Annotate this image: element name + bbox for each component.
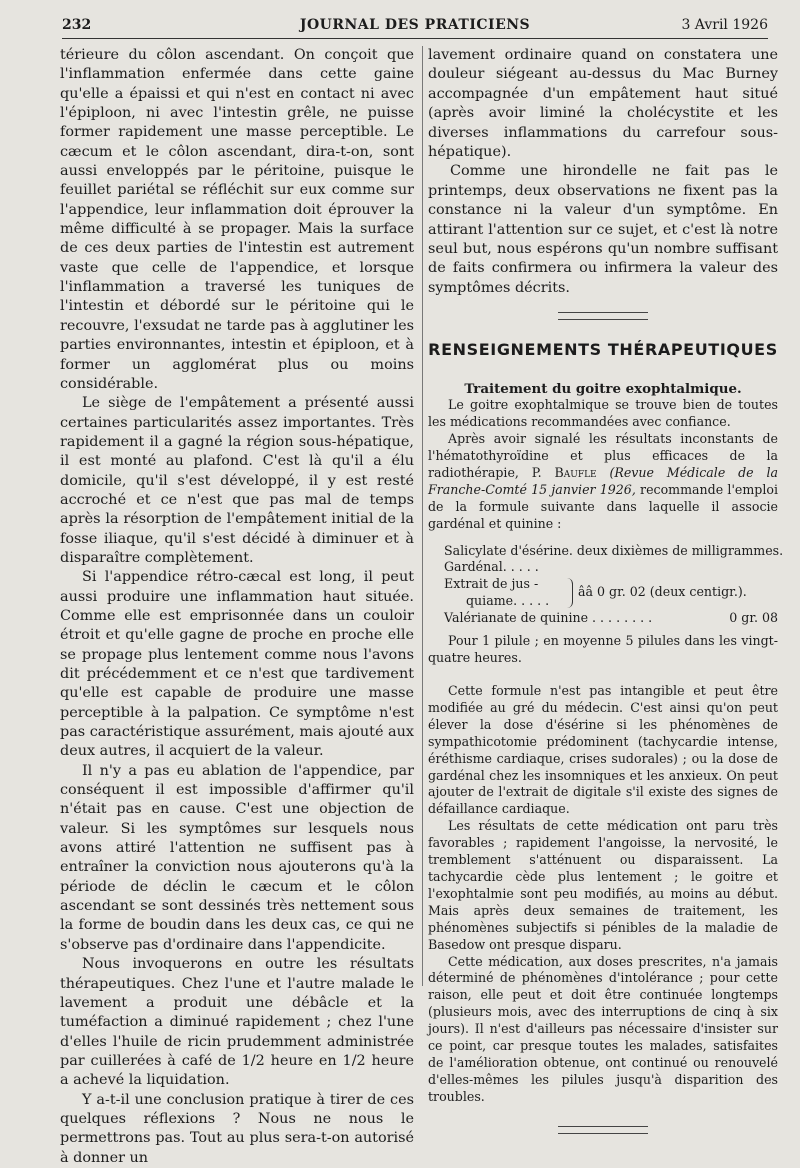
- paragraph: [428, 431, 778, 532]
- shared-dose: ââ 0 gr. 02 (deux centigr.).: [578, 584, 747, 600]
- section-separator: [558, 312, 648, 320]
- source-citation: (Revue Médicale de la Franche-Comté 15 janvier 1926,: [428, 464, 778, 497]
- paragraph: Y a-t-il une conclusion pratique à tirer de ces quelques réflexions ? Nous ne nous le permettrons pas. Tout au plus sera-t-on autorisé à donner un: [60, 1091, 414, 1166]
- column-divider: [422, 46, 423, 986]
- paragraph: Il n'y a pas eu ablation de l'appendice, par conséquent il est impossible d'affirmer qu'il n'était pas en cause. C'est une objection de valeur. Si les symptômes sur lesquels nous avons attiré l'attention ne suffisent pas à entraîner la conviction nous ajouterons qu'à la période de déclin le cæcum et le côlon ascendant se sont dessinés très nettement sous la forme de boudin dans les deux cas, ce qui ne s'observe pas d'ordinaire dans l'appendicite.: [60, 762, 414, 953]
- article-conclusion: [428, 46, 778, 298]
- brace-mark: [566, 578, 573, 608]
- paragraph: Les résultats de cette médication ont paru très favorables ; rapidement l'angoisse, la nervosité, le tremblement s'atténuent ou disparaissent. La tachycardie cède plus lentement ; le goitre et l'exophtalmie sont peu modifiés, au moins au début. Mais après deux semaines de traitement, les phénomènes subjectifs si pénibles de la maladie de Basedow ont presque disparu.: [428, 818, 778, 952]
- right-column: [428, 46, 784, 1134]
- valerianate-dose: 0 gr. 08: [729, 610, 778, 626]
- paragraph: Le siège de l'empâtement a présenté aussi certaines particularités assez importantes. Très rapidement il a gagné la région sous-hépatique, il est monté au plafond. C'est là qu'il a élu domicile, qu'il s'est développé, il y est resté accroché et ce n'est que pas mal de temps après la résorption de l'empâtement initial de la fosse iliaque, qu'il s'est décidé à diminuer et à disparaître complètement.: [60, 395, 414, 566]
- formula-brace-group: [444, 576, 778, 610]
- paragraph: Nous invoquerons en outre les résultats thérapeutiques. Chez l'une et l'autre malade le lavement a produit une débâcle et la tuméfaction a diminué rapidement ; chez l'une d'elles l'huile de ricin prudemment administrée par cuillerées à café de 1/2 heure en 1/2 heure a achevé la liquidation.: [60, 956, 414, 1089]
- paragraph: Cette formule n'est pas intangible et peut être modifiée au gré du médecin. C'est ainsi qu'on peut élever la dose d'ésérine si les phénomènes de sympathicotomie prédominent (tachycardie intense, éréthisme cardiaque, crises sudorales) ; ou la dose de gardénal chez les insomniques et les anxieux. On peut ajouter de l'extrait de digitale s'il existe des signes de défaillance cardiaque.: [428, 683, 778, 817]
- page-header: [62, 14, 768, 39]
- section-title: RENSEIGNEMENTS THÉRAPEUTIQUES: [428, 340, 778, 360]
- end-separator: [558, 1126, 648, 1134]
- paragraph: lavement ordinaire quand on constatera une douleur siégeant au-dessus du Mac Burney accompagnée d'un empâtement haut situé (après avoir liminé la cholécystite et les diverses inflammations du carrefour sous-hépatique).: [428, 47, 778, 161]
- issue-date: 3 Avril 1926: [681, 17, 768, 33]
- paragraph: Pour 1 pilule ; en moyenne 5 pilules dans les vingt-quatre heures.: [428, 633, 778, 666]
- paragraph: Le goitre exophtalmique se trouve bien de toutes les médications recommandées avec confiance.: [428, 397, 778, 430]
- paragraph: Cette médication, aux doses prescrites, n'a jamais déterminé de phénomènes d'intolérance ; pour cette raison, elle peut et doit être continuée longtemps (plusieurs mois, avec des interruptions de cinq à six jours). Il n'est d'ailleurs pas nécessaire d'insister sur ce point, car presque toutes les malades, satisfaites de l'amélioration obtenue, ont continué ou renouvelé d'elles-mêmes les pilules jusqu'à disparition des troubles.: [428, 953, 778, 1104]
- left-column: [60, 46, 414, 1168]
- paragraph: Comme une hirondelle ne fait pas le printemps, deux observations ne fixent pas la constance ni la valeur d'un symptôme. En attirant l'attention sur ce sujet, et c'est là notre seul but, nous espérons qu'un nombre suffisant de faits confirmera ou infirmera la valeur des symptômes décrits.: [428, 163, 778, 296]
- article-title: Traitement du goitre exophtalmique.: [464, 381, 742, 398]
- paragraph: térieure du côlon ascendant. On conçoit que l'inflammation enfermée dans cette gaine qu'elle a épaissi et qui n'est en contact ni avec l'épiploon, ni avec l'intestin grêle, ne puisse former rapidement une masse perceptible. Le cæcum et le côlon ascendant, dira-t-on, sont aussi enveloppés par le péritoine, puisque le feuillet pariétal se réfléchit sur eux comme sur l'appendice, leur inflammation doit éprouver la même difficulté à se propager. Mais la surface de ces deux parties de l'intestin est autrement vaste que celle de l'appendice, et lorsque l'inflammation a traversé les tuniques de l'intestin et débordé sur le péritoine qui le recouvre, l'exsudat ne tarde pas à agglutiner les parties environnantes, intestin et épiploon, et à former un agglomérat plus ou moins considérable.: [60, 47, 414, 392]
- formula-line: [444, 610, 778, 627]
- journal-title: JOURNAL DES PRATICIENS: [299, 17, 531, 33]
- author-name: Baufle: [554, 464, 597, 480]
- formula-line: Gardénal. . . . .: [444, 559, 539, 575]
- intro-lead: Après avoir signalé les résultats inconstants de l'hématothyroïdine et plus efficaces de la radiothérapie, P.: [428, 431, 778, 480]
- formula-line: Salicylate d'ésérine. deux dixièmes de milligrammes.: [444, 542, 784, 558]
- dosage-note: [428, 633, 778, 667]
- formula-line: quiame. . . . .: [466, 593, 550, 609]
- valerianate-label: Valérianate de quinine . . . . . . . .: [444, 610, 653, 626]
- page-number: 232: [62, 17, 92, 33]
- article-intro: [428, 397, 778, 532]
- prescription-formula: [444, 542, 784, 628]
- intro-tail: recommande l'emploi de la formule suivante dans laquelle il associe gardénal et quinine :: [428, 481, 778, 531]
- article-body: [428, 683, 778, 1106]
- paragraph: Si l'appendice rétro-cæcal est long, il peut aussi produire une inflammation haut située. Comme elle est emprisonnée dans un couloir étroit et qu'elle gagne de proche en proche elle se propage plus lentement comme nous l'avons dit précédemment et ce n'est que tardivement qu'elle est capable de produire une masse perceptible à la palpation. Ce symptôme n'est pas caractéristique assurément, mais ajouté aux deux autres, il acquiert de la valeur.: [60, 569, 415, 760]
- formula-line: Extrait de jus -: [444, 576, 539, 592]
